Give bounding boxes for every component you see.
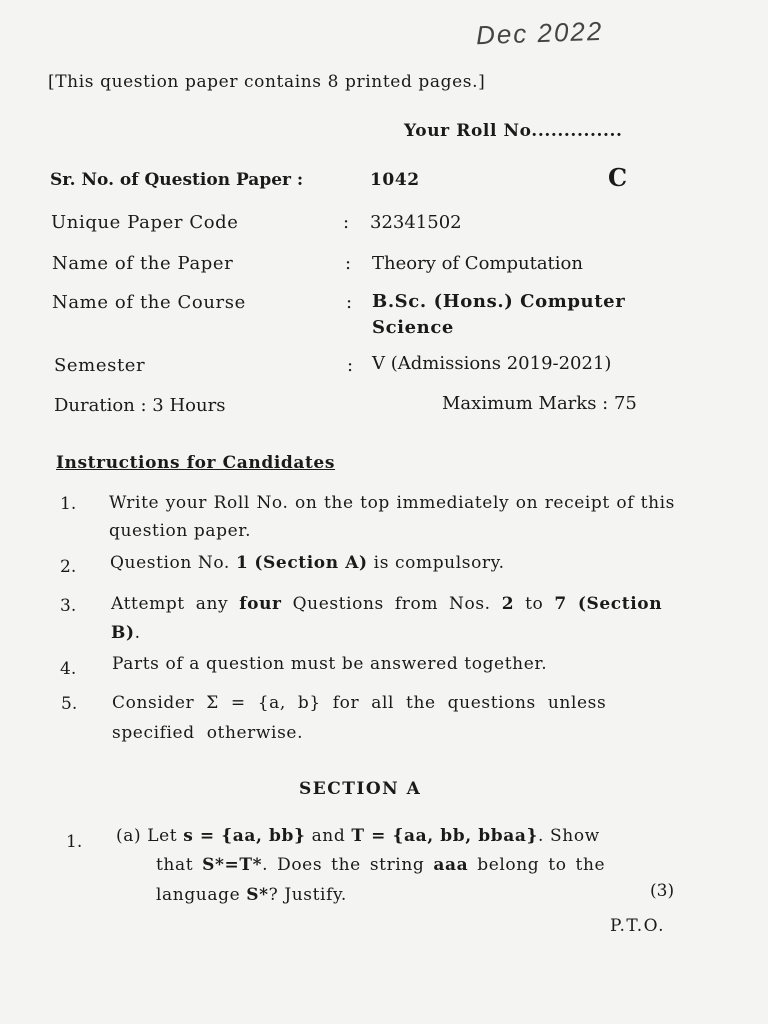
instruction-2-text: Question No. 1 (Section A) is compulsory. <box>110 553 505 573</box>
instruction-5-text: Consider Σ = {a, b} for all the questions unless specified otherwise. <box>112 693 607 743</box>
instructions-heading: Instructions for Candidates <box>56 453 336 473</box>
instruction-4-text: Parts of a question must be answered together. <box>112 654 548 674</box>
paper-set-letter: C <box>608 163 628 192</box>
maximum-marks: Maximum Marks : 75 <box>442 393 637 414</box>
instruction-5-number: 5. <box>61 694 78 714</box>
instruction-3-text: Attempt any four Questions from Nos. 2 to 7 (Section B). <box>111 594 663 643</box>
paper-code-sep: : <box>343 212 350 233</box>
course-name-value: B.Sc. (Hons.) Computer <box>372 291 626 312</box>
paper-code-label: Unique Paper Code <box>51 212 239 233</box>
paper-name-value: Theory of Computation <box>372 253 583 274</box>
page-count-note: [This question paper contains 8 printed pages.] <box>48 72 486 92</box>
serial-number-label: Sr. No. of Question Paper : <box>50 170 304 190</box>
instruction-2-number: 2. <box>60 557 77 577</box>
semester-sep: : <box>347 355 354 376</box>
course-name-sep: : <box>346 292 353 313</box>
question-1a-line2: that S*=T*. Does the string aaa belong to the <box>156 855 606 875</box>
instruction-4-number: 4. <box>60 659 77 679</box>
serial-number-value: 1042 <box>370 170 420 190</box>
paper-name-sep: : <box>345 253 352 274</box>
semester-value: V (Admissions 2019-2021) <box>372 353 612 374</box>
roll-number-field: Your Roll No.............. <box>404 121 623 141</box>
question-1a-line3: language S*? Justify. <box>156 885 347 905</box>
course-name-label: Name of the Course <box>52 292 246 313</box>
paper-name-label: Name of the Paper <box>52 253 234 274</box>
question-1-number: 1. <box>66 832 83 852</box>
course-name-value-cont: Science <box>372 317 454 338</box>
paper-code-value: 32341502 <box>370 212 462 233</box>
please-turn-over: P.T.O. <box>610 916 665 936</box>
handwritten-date: Dec 2022 <box>475 15 604 51</box>
instruction-1-text: Write your Roll No. on the top immediately on receipt of this question paper. <box>109 493 675 541</box>
semester-label: Semester <box>54 355 146 376</box>
question-1a-line1: (a) Let s = {aa, bb} and T = {aa, bb, bbaa}. Show <box>116 826 600 846</box>
question-1a-marks: (3) <box>650 881 675 901</box>
section-a-heading: SECTION A <box>299 779 422 799</box>
instruction-1-number: 1. <box>60 494 77 514</box>
duration: Duration : 3 Hours <box>54 395 226 416</box>
instruction-3-number: 3. <box>60 596 77 616</box>
